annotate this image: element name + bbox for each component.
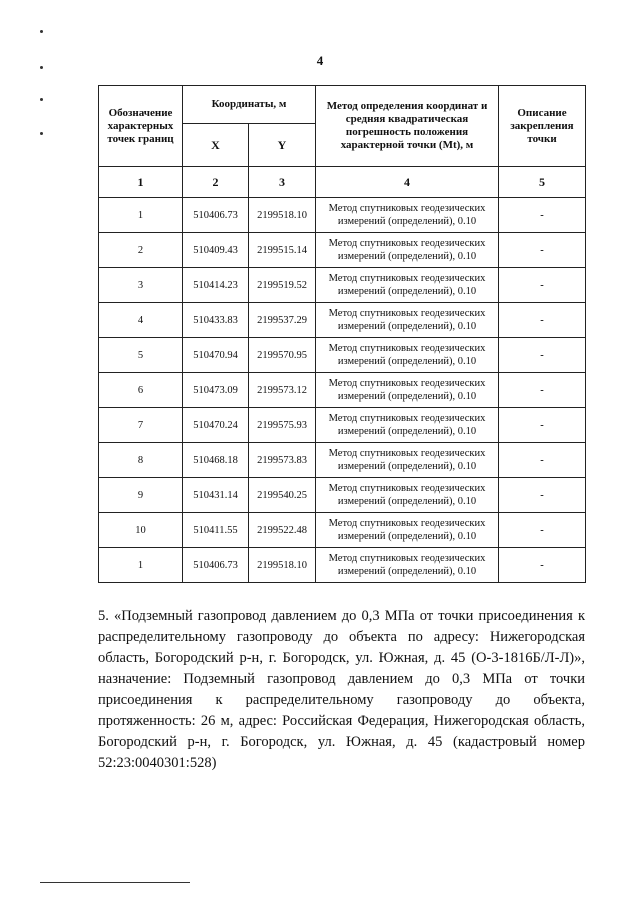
scan-mark [40, 30, 43, 33]
description-cell: - [499, 338, 586, 373]
x-cell: 510406.73 [183, 548, 249, 583]
header-x: X [183, 124, 249, 167]
table-row [99, 338, 586, 373]
table-row [99, 268, 586, 303]
table-row [99, 443, 586, 478]
y-cell: 2199570.95 [249, 338, 316, 373]
scan-mark [40, 132, 43, 135]
y-cell: 2199540.25 [249, 478, 316, 513]
method-cell: Метод спутниковых геодезических измерений (определений), 0.10 [316, 233, 499, 268]
point-cell: 7 [99, 408, 183, 443]
point-cell: 1 [99, 548, 183, 583]
header-coordinates: Координаты, м [183, 86, 316, 124]
method-cell: Метод спутниковых геодезических измерений (определений), 0.10 [316, 268, 499, 303]
point-cell: 2 [99, 233, 183, 268]
y-cell: 2199518.10 [249, 198, 316, 233]
table-row [99, 198, 586, 233]
page-number: 4 [316, 53, 324, 68]
x-cell: 510470.94 [183, 338, 249, 373]
coordinates-table [98, 85, 586, 583]
description-cell: - [499, 513, 586, 548]
x-cell: 510433.83 [183, 303, 249, 338]
method-cell: Метод спутниковых геодезических измерений (определений), 0.10 [316, 303, 499, 338]
method-cell: Метод спутниковых геодезических измерений (определений), 0.10 [316, 338, 499, 373]
x-cell: 510406.73 [183, 198, 249, 233]
header-designation: Обозначение характерных точек границ [99, 86, 183, 167]
table-row [99, 513, 586, 548]
y-cell: 2199573.12 [249, 373, 316, 408]
description-cell: - [499, 233, 586, 268]
footnote-divider [40, 882, 190, 883]
description-cell: - [499, 548, 586, 583]
x-cell: 510470.24 [183, 408, 249, 443]
method-cell: Метод спутниковых геодезических измерений (определений), 0.10 [316, 548, 499, 583]
method-cell: Метод спутниковых геодезических измерений (определений), 0.10 [316, 478, 499, 513]
method-cell: Метод спутниковых геодезических измерений (определений), 0.10 [316, 408, 499, 443]
header-y: Y [249, 124, 316, 167]
method-cell: Метод спутниковых геодезических измерений (определений), 0.10 [316, 513, 499, 548]
method-cell: Метод спутниковых геодезических измерений (определений), 0.10 [316, 373, 499, 408]
method-cell: Метод спутниковых геодезических измерений (определений), 0.10 [316, 443, 499, 478]
header-method: Метод определения координат и средняя квадратическая погрешность положения характерной точки (Mt), м [316, 86, 499, 167]
point-cell: 9 [99, 478, 183, 513]
y-cell: 2199522.48 [249, 513, 316, 548]
x-cell: 510468.18 [183, 443, 249, 478]
table-row [99, 233, 586, 268]
x-cell: 510411.55 [183, 513, 249, 548]
y-cell: 2199573.83 [249, 443, 316, 478]
column-number: 5 [499, 167, 586, 198]
description-cell: - [499, 408, 586, 443]
description-cell: - [499, 268, 586, 303]
x-cell: 510473.09 [183, 373, 249, 408]
table-row [99, 303, 586, 338]
column-number: 4 [316, 167, 499, 198]
description-cell: - [499, 478, 586, 513]
column-number: 2 [183, 167, 249, 198]
point-cell: 3 [99, 268, 183, 303]
x-cell: 510409.43 [183, 233, 249, 268]
point-cell: 1 [99, 198, 183, 233]
point-cell: 8 [99, 443, 183, 478]
point-cell: 10 [99, 513, 183, 548]
column-number: 3 [249, 167, 316, 198]
y-cell: 2199515.14 [249, 233, 316, 268]
x-cell: 510414.23 [183, 268, 249, 303]
point-cell: 6 [99, 373, 183, 408]
y-cell: 2199537.29 [249, 303, 316, 338]
y-cell: 2199575.93 [249, 408, 316, 443]
description-cell: - [499, 303, 586, 338]
y-cell: 2199518.10 [249, 548, 316, 583]
description-cell: - [499, 198, 586, 233]
header-description: Описание закрепления точки [499, 86, 586, 167]
point-cell: 4 [99, 303, 183, 338]
table-row [99, 548, 586, 583]
table-row [99, 408, 586, 443]
description-cell: - [499, 373, 586, 408]
description-cell: - [499, 443, 586, 478]
scan-mark [40, 98, 43, 101]
x-cell: 510431.14 [183, 478, 249, 513]
section-5-paragraph: 5. «Подземный газопровод давлением до 0,3 МПа от точки присоединения к распределительному газопроводу до объекта по адресу: Нижегородская область, Богородский р-н, г. Богородск, ул. Южная, д. 45 (О-3-1816Б/Л-Л)», назначение: Подземный газопровод давлением до 0,3 МПа от точки присоединения к распределительному газопроводу до объекта, протяженность: 26 м, адрес: Российская Федерация, Нижегородская область, Богородский р-н, г. Богородск, ул. Южная, д. 45 (кадастровый номер 52:23:0040301:528) [98, 608, 585, 771]
method-cell: Метод спутниковых геодезических измерений (определений), 0.10 [316, 198, 499, 233]
y-cell: 2199519.52 [249, 268, 316, 303]
point-cell: 5 [99, 338, 183, 373]
table-row [99, 373, 586, 408]
column-number: 1 [99, 167, 183, 198]
table-row [99, 478, 586, 513]
